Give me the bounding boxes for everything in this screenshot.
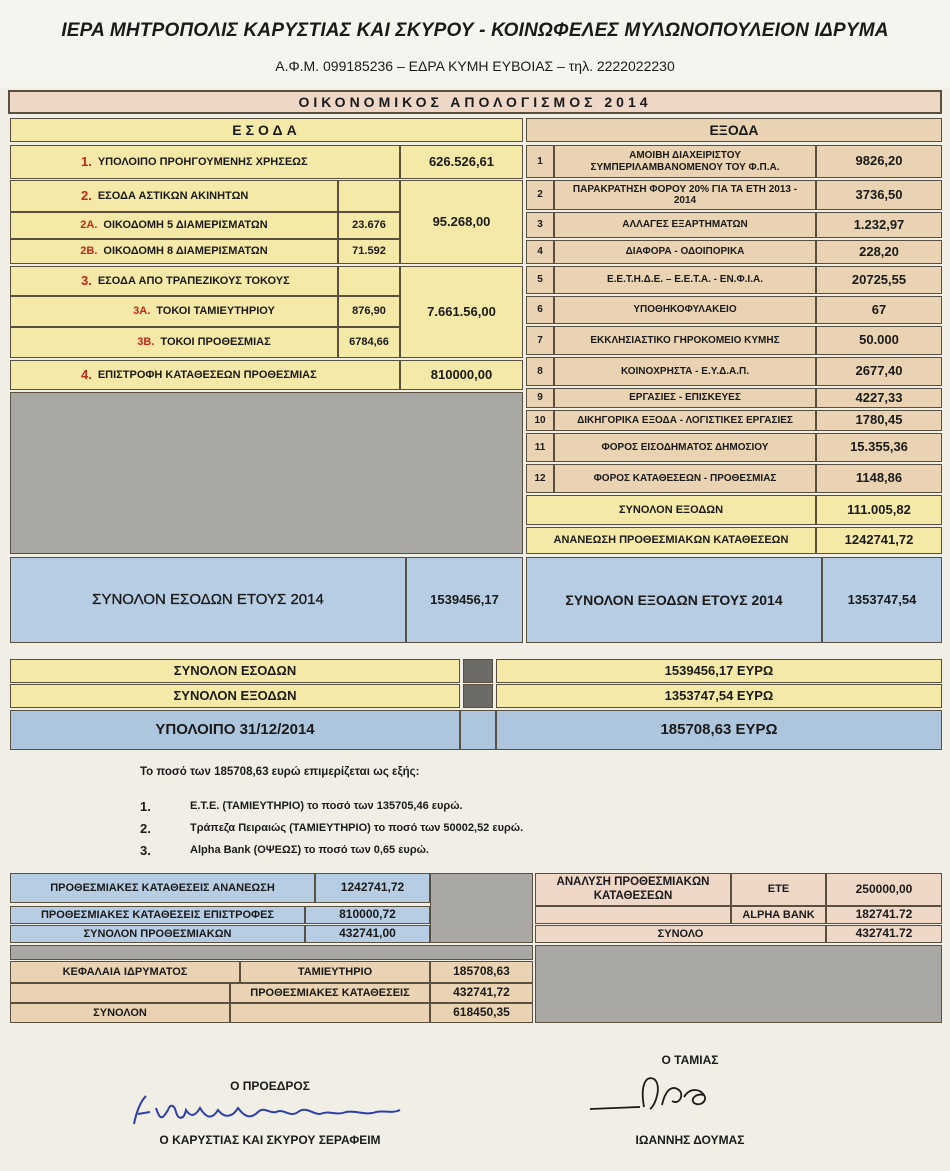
- expense-row-value: 228,20: [816, 240, 942, 264]
- expense-row-num: 5: [526, 266, 554, 294]
- expense-row-label: ΦΟΡΟΣ ΚΑΤΑΘΕΣΕΩΝ - ΠΡΟΘΕΣΜΙΑΣ: [554, 464, 816, 493]
- allocation-item-num: 2.: [140, 820, 151, 836]
- allocation-item-text: Ε.Τ.Ε. (ΤΑΜΙΕΥΤΗΡΙΟ) το ποσό των 135705,46 ευρώ.: [190, 800, 463, 812]
- document-header: [0, 0, 950, 88]
- deposits-renewal-label: ΠΡΟΘΕΣΜΙΑΚΕΣ ΚΑΤΑΘΕΣΕΙΣ ΑΝΑΝΕΩΣΗ: [10, 873, 315, 903]
- analysis-total-value: 432741.72: [826, 925, 942, 943]
- expense-row-num: 1: [526, 145, 554, 178]
- expense-row-value: 1780,45: [816, 410, 942, 431]
- president-role: Ο ΠΡΟΕΔΡΟΣ: [230, 1079, 310, 1093]
- allocation-item-text: Alpha Bank (ΟΨΕΩΣ) το ποσό των 0,65 ευρώ.: [190, 844, 429, 856]
- treasurer-role: Ο ΤΑΜΙΑΣ: [661, 1053, 719, 1067]
- summary-expense-spacer: [463, 684, 493, 708]
- expense-row-label: ΠΑΡΑΚΡΑΤΗΣΗ ΦΟΡΟΥ 20% ΓΙΑ ΤΑ ΕΤΗ 2013 - 2014: [554, 180, 816, 210]
- president-signature: [120, 1090, 410, 1134]
- deposits-returns-value: 810000,72: [305, 906, 430, 924]
- deposits-renewal-value: 1242741,72: [315, 873, 430, 903]
- income-row-2: [10, 180, 338, 212]
- income-2-total: 95.268,00: [400, 180, 523, 264]
- analysis-alpha-label: ALPHA BANK: [731, 906, 826, 924]
- expense-row-num: 9: [526, 388, 554, 408]
- income-4-num: 4.: [81, 366, 92, 382]
- capital-top-fill: [10, 945, 533, 960]
- income-3a-value: 876,90: [338, 296, 400, 327]
- year-expense-value: 1353747,54: [822, 557, 942, 643]
- expense-row-num: 11: [526, 433, 554, 462]
- income-3a-label: ΤΟΚΟΙ ΤΑΜΙΕΥΤΗΡΙΟΥ: [156, 305, 275, 318]
- organization-title: ΙΕΡΑ ΜΗΤΡΟΠΟΛΙΣ ΚΑΡΥΣΤΙΑΣ ΚΑΙ ΣΚΥΡΟΥ - ΚΟΙΝΩΦΕΛΕΣ ΜΥΛΩΝΟΠΟΥΛΕΙΟΝ ΙΔΡΥΜΑ: [61, 20, 889, 41]
- expenses-title: ΕΞΟΔΑ: [526, 118, 942, 142]
- income-1-label: ΥΠΟΛΟΙΠΟ ΠΡΟΗΓΟΥΜΕΝΗΣ ΧΡΗΣΕΩΣ: [97, 155, 308, 168]
- income-row-3: [10, 266, 338, 296]
- income-title: ΕΣΟΔΑ: [10, 118, 523, 142]
- deposits-total-label: ΣΥΝΟΛΟΝ ΠΡΟΘΕΣΜΙΑΚΩΝ: [10, 925, 305, 943]
- allocation-list: [140, 795, 740, 861]
- income-1-value: 626.526,61: [400, 145, 523, 179]
- expense-row-num: 2: [526, 180, 554, 210]
- summary-expense-value: 1353747,54 ΕΥΡΩ: [496, 684, 942, 708]
- expense-row-value: 3736,50: [816, 180, 942, 210]
- expense-row-value: 1148,86: [816, 464, 942, 493]
- income-2-blank: [338, 180, 400, 212]
- capital-title: ΚΕΦΑΛΑΙΑ ΙΔΡΥΜΑΤΟΣ: [10, 961, 240, 983]
- president-name: Ο ΚΑΡΥΣΤΙΑΣ ΚΑΙ ΣΚΥΡΟΥ ΣΕΡΑΦΕΙΜ: [159, 1133, 381, 1147]
- year-income-label: ΣΥΝΟΛΟΝ ΕΣΟΔΩΝ ΕΤΟΥΣ 2014: [10, 557, 406, 643]
- capital-total-value: 618450,35: [430, 1003, 533, 1023]
- income-3b-num: 3Β.: [137, 336, 155, 349]
- analysis-alpha-blank: [535, 906, 731, 924]
- expense-row-label: ΑΜΟΙΒΗ ΔΙΑΧΕΙΡΙΣΤΟΥ ΣΥΜΠΕΡΙΛΑΜΒΑΝΟΜΕΝΟΥ ΤΟΥ Φ.Π.Α.: [554, 145, 816, 178]
- expense-row-label: ΔΙΚΗΓΟΡΙΚΑ ΕΞΟΔΑ - ΛΟΓΙΣΤΙΚΕΣ ΕΡΓΑΣΙΕΣ: [554, 410, 816, 431]
- capital-right-fill: [535, 945, 942, 1023]
- summary-income-value: 1539456,17 ΕΥΡΩ: [496, 659, 942, 683]
- renewal-value: 1242741,72: [816, 527, 942, 554]
- income-row-3b: [10, 327, 338, 358]
- expense-row-label: ΑΛΛΑΓΕΣ ΕΞΑΡΤΗΜΑΤΩΝ: [554, 212, 816, 238]
- capital-savings-value: 185708,63: [430, 961, 533, 983]
- organization-subtitle: Α.Φ.Μ. 099185236 – ΕΔΡΑ ΚΥΜΗ ΕΥΒΟΙΑΣ – τηλ. 2222022230: [275, 58, 675, 74]
- expense-row-value: 50.000: [816, 326, 942, 355]
- expense-row-num: 7: [526, 326, 554, 355]
- income-2a-value: 23.676: [338, 212, 400, 239]
- expense-row-label: Ε.Ε.Τ.Η.Δ.Ε. – Ε.Ε.Τ.Α. - ΕΝ.Φ.Ι.Α.: [554, 266, 816, 294]
- analysis-ete-label: ΕΤΕ: [731, 873, 826, 906]
- capital-savings-label: ΤΑΜΙΕΥΤΗΡΙΟ: [240, 961, 430, 983]
- expense-row-label: ΔΙΑΦΟΡΑ - ΟΔΟΙΠΟΡΙΚΑ: [554, 240, 816, 264]
- income-2a-label: ΟΙΚΟΔΟΜΗ 5 ΔΙΑΜΕΡΙΣΜΑΤΩΝ: [103, 219, 268, 232]
- income-row-3a: [10, 296, 338, 327]
- renewal-label: ΑΝΑΝΕΩΣΗ ΠΡΟΘΕΣΜΙΑΚΩΝ ΚΑΤΑΘΕΣΕΩΝ: [526, 527, 816, 554]
- balance-spacer: [460, 710, 496, 750]
- income-2a-num: 2Α.: [80, 219, 98, 232]
- income-2-label: ΕΣΟΔΑ ΑΣΤΙΚΩΝ ΑΚΙΝΗΤΩΝ: [97, 189, 249, 202]
- allocation-item-text: Τράπεζα Πειραιώς (ΤΑΜΙΕΥΤΗΡΙΟ) το ποσό των 50002,52 ευρώ.: [190, 822, 524, 834]
- expenses-total-label: ΣΥΝΟΛΟΝ ΕΞΟΔΩΝ: [526, 495, 816, 525]
- income-3-total: 7.661.56,00: [400, 266, 523, 358]
- deposits-side-fill: [430, 873, 533, 943]
- expense-row-label: ΚΟΙΝΟΧΡΗΣΤΑ - Ε.Υ.Δ.Α.Π.: [554, 357, 816, 386]
- income-row-4: [10, 360, 400, 390]
- analysis-ete-value: 250000,00: [826, 873, 942, 906]
- allocation-intro: Το ποσό των 185708,63 ευρώ επιμερίζεται ως εξής:: [140, 766, 420, 778]
- expense-row-value: 1.232,97: [816, 212, 942, 238]
- income-row-2a: [10, 212, 338, 239]
- expense-row-num: 3: [526, 212, 554, 238]
- income-3b-value: 6784,66: [338, 327, 400, 358]
- income-row-1: [10, 145, 400, 179]
- expense-row-value: 2677,40: [816, 357, 942, 386]
- allocation-item: [140, 795, 740, 817]
- income-3b-label: ΤΟΚΟΙ ΠΡΟΘΕΣΜΙΑΣ: [160, 336, 271, 349]
- income-4-value: 810000,00: [400, 360, 523, 390]
- capital-deposits-blank: [10, 983, 230, 1003]
- income-2b-label: ΟΙΚΟΔΟΜΗ 8 ΔΙΑΜΕΡΙΣΜΑΤΩΝ: [103, 245, 268, 258]
- year-expense-label: ΣΥΝΟΛΟΝ ΕΞΟΔΩΝ ΕΤΟΥΣ 2014: [526, 557, 822, 643]
- expense-row-label: ΕΡΓΑΣΙΕΣ - ΕΠΙΣΚΕΥΕΣ: [554, 388, 816, 408]
- analysis-alpha-value: 182741.72: [826, 906, 942, 924]
- allocation-item-num: 1.: [140, 798, 151, 814]
- income-row-2b: [10, 239, 338, 264]
- expense-row-label: ΕΚΚΛΗΣΙΑΣΤΙΚΟ ΓΗΡΟΚΟΜΕΙΟ ΚΥΜΗΣ: [554, 326, 816, 355]
- summary-income-spacer: [463, 659, 493, 683]
- allocation-item-num: 3.: [140, 842, 151, 858]
- year-income-value: 1539456,17: [406, 557, 523, 643]
- summary-income-label: ΣΥΝΟΛΟΝ ΕΣΟΔΩΝ: [10, 659, 460, 683]
- report-title: ΟΙΚΟΝΟΜΙΚΟΣ ΑΠΟΛΟΓΙΣΜΟΣ 2014: [8, 90, 942, 114]
- expense-row-num: 12: [526, 464, 554, 493]
- analysis-total-label: ΣΥΝΟΛΟ: [535, 925, 826, 943]
- expense-row-num: 4: [526, 240, 554, 264]
- treasurer-signature: [580, 1065, 800, 1125]
- income-4-label: ΕΠΙΣΤΡΟΦΗ ΚΑΤΑΘΕΣΕΩΝ ΠΡΟΘΕΣΜΙΑΣ: [97, 368, 317, 381]
- income-2-num: 2.: [81, 187, 92, 203]
- expense-row-label: ΦΟΡΟΣ ΕΙΣΟΔΗΜΑΤΟΣ ΔΗΜΟΣΙΟΥ: [554, 433, 816, 462]
- capital-total-blank: [230, 1003, 430, 1023]
- analysis-title: ΑΝΑΛΥΣΗ ΠΡΟΘΕΣΜΙΑΚΩΝ ΚΑΤΑΘΕΣΕΩΝ: [535, 873, 731, 906]
- expense-row-value: 15.355,36: [816, 433, 942, 462]
- allocation-item: [140, 839, 740, 861]
- income-3-blank: [338, 266, 400, 296]
- balance-value: 185708,63 ΕΥΡΩ: [496, 710, 942, 750]
- expense-row-num: 6: [526, 296, 554, 324]
- income-1-num: 1.: [81, 153, 92, 169]
- expense-row-value: 9826,20: [816, 145, 942, 178]
- expense-row-label: ΥΠΟΘΗΚΟΦΥΛΑΚΕΙΟ: [554, 296, 816, 324]
- income-3-num: 3.: [81, 272, 92, 288]
- balance-label: ΥΠΟΛΟΙΠΟ 31/12/2014: [10, 710, 460, 750]
- expense-row-value: 20725,55: [816, 266, 942, 294]
- income-2b-num: 2Β.: [80, 245, 98, 258]
- treasurer-name: ΙΩΑΝΝΗΣ ΔΟΥΜΑΣ: [635, 1133, 745, 1147]
- expense-row-value: 4227,33: [816, 388, 942, 408]
- expenses-total-value: 111.005,82: [816, 495, 942, 525]
- income-3a-num: 3Α.: [133, 305, 151, 318]
- capital-deposits-label: ΠΡΟΘΕΣΜΙΑΚΕΣ ΚΑΤΑΘΕΣΕΙΣ: [230, 983, 430, 1003]
- deposits-returns-label: ΠΡΟΘΕΣΜΙΑΚΕΣ ΚΑΤΑΘΕΣΕΙΣ ΕΠΙΣΤΡΟΦΕΣ: [10, 906, 305, 924]
- expense-row-value: 67: [816, 296, 942, 324]
- income-3-label: ΕΣΟΔΑ ΑΠΟ ΤΡΑΠΕΖΙΚΟΥΣ ΤΟΚΟΥΣ: [97, 274, 290, 287]
- expense-row-num: 10: [526, 410, 554, 431]
- capital-deposits-value: 432741,72: [430, 983, 533, 1003]
- income-2b-value: 71.592: [338, 239, 400, 264]
- summary-expense-label: ΣΥΝΟΛΟΝ ΕΞΟΔΩΝ: [10, 684, 460, 708]
- income-empty-area: [10, 392, 523, 554]
- deposits-total-value: 432741,00: [305, 925, 430, 943]
- capital-total-label: ΣΥΝΟΛΟΝ: [10, 1003, 230, 1023]
- allocation-item: [140, 817, 740, 839]
- expense-row-num: 8: [526, 357, 554, 386]
